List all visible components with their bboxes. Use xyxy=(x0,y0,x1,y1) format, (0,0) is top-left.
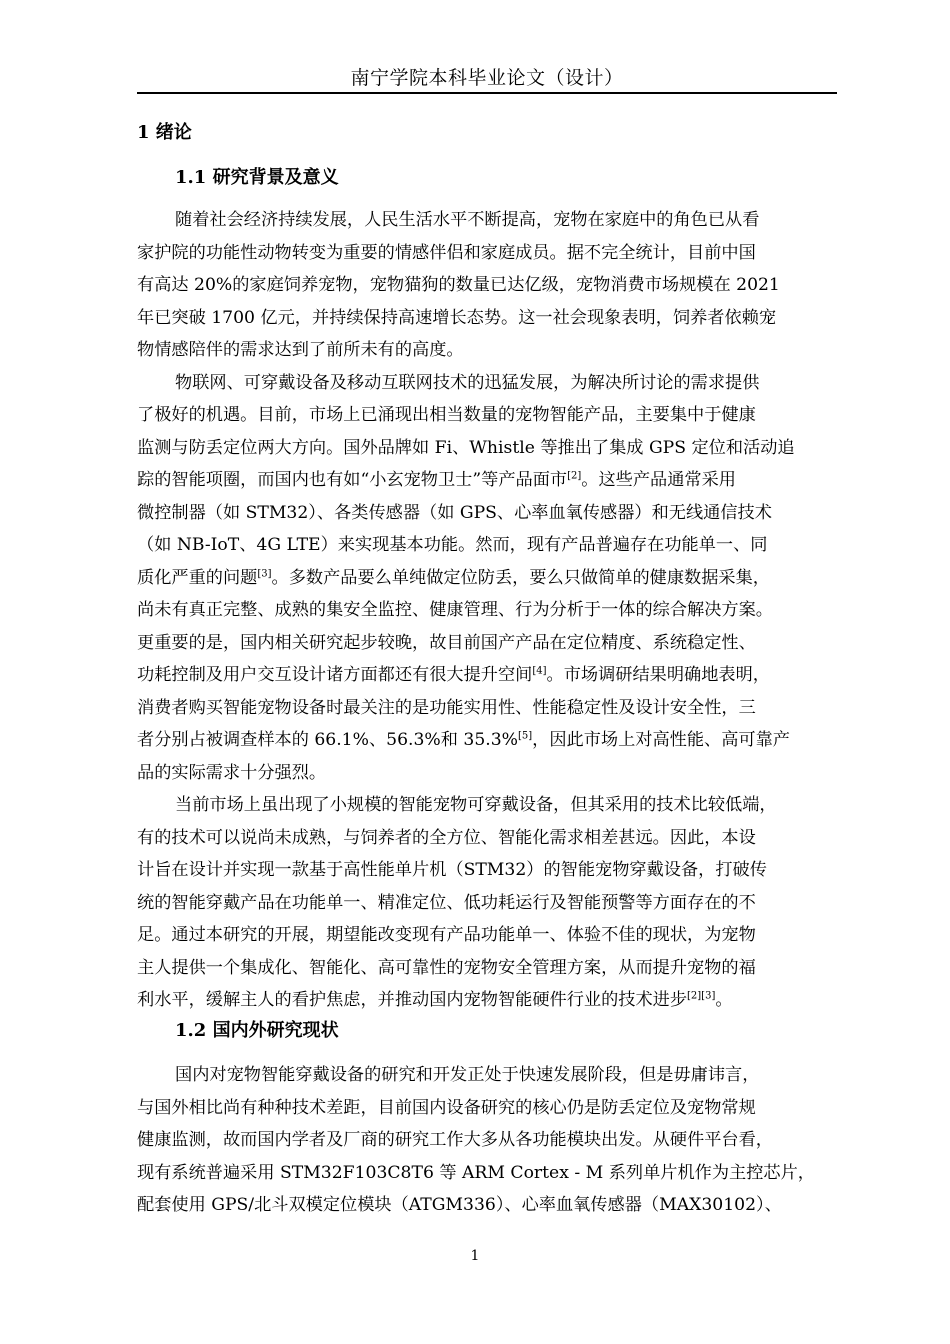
citation-ref: [2][3] xyxy=(687,990,716,1002)
text-run: 物联网、可穿戴设备及移动互联网技术的迅猛发展，为解决所讨论的需求提供 xyxy=(175,372,760,393)
text-run: 与国外相比尚有种种技术差距，目前国内设备研究的核心仍是防丢定位及宠物常规 xyxy=(137,1097,756,1118)
text-run: ，因此市场上对高性能、高可靠产 xyxy=(532,730,790,750)
page-header: 南宁学院本科毕业论文（设计） xyxy=(350,67,624,89)
text-line xyxy=(137,269,837,302)
text-run: 消费者购买智能宠物设备时最关注的是功能实用性、性能稳定性及设计安全性，三 xyxy=(137,697,756,718)
text-line xyxy=(137,952,837,985)
text-line xyxy=(137,1124,837,1157)
text-line xyxy=(137,627,837,660)
text-run: 家护院的功能性动物转变为重要的情感伴侣和家庭成员。据不完全统计，目前中国 xyxy=(137,242,756,263)
text-run: 有高达 20%的家庭饲养宠物，宠物猫狗的数量已达亿级，宠物消费市场规模在 2021 xyxy=(137,275,780,295)
text-line xyxy=(137,1189,837,1222)
text-line xyxy=(137,1092,837,1125)
chapter-title: 1 绪论 xyxy=(137,122,192,143)
text-run: 足。通过本研究的开展，期望能改变现有产品功能单一、体验不佳的现状，为宠物 xyxy=(137,925,756,945)
text-run: 。市场调研结果明确地表明， xyxy=(546,665,770,685)
text-line xyxy=(137,692,837,725)
text-line xyxy=(137,302,837,335)
text-run: 当前市场上虽出现了小规模的智能宠物可穿戴设备，但其采用的技术比较低端， xyxy=(175,795,777,815)
text-run: 了极好的机遇。目前，市场上已涌现出相当数量的宠物智能产品，主要集中于健康 xyxy=(137,405,756,425)
section-title-1-2: 1.2 国内外研究现状 xyxy=(175,1020,339,1041)
text-run: 踪的智能项圈，而国内也有如“小玄宠物卫士”等产品面市 xyxy=(137,470,568,490)
text-line xyxy=(137,432,837,465)
text-line xyxy=(137,724,837,757)
text-run: 年已突破 1700 亿元，并持续保持高速增长态势。这一社会现象表明，饲养者依赖宠 xyxy=(137,307,777,328)
text-line xyxy=(137,919,837,952)
text-line xyxy=(137,204,837,237)
text-line xyxy=(137,659,837,692)
text-line xyxy=(137,1157,837,1190)
text-run: 质化严重的问题 xyxy=(137,567,258,588)
text-run: 者分别占被调查样本的 66.1%、56.3%和 35.3% xyxy=(137,730,518,750)
header-rule xyxy=(137,92,837,94)
text-run: 更重要的是，国内相关研究起步较晚，故目前国产产品在定位精度、系统稳定性、 xyxy=(137,632,756,653)
text-run: 现有系统普遍采用 STM32F103C8T6 等 ARM Cortex - M 系列单片机作为主控芯片， xyxy=(137,1162,815,1183)
section-body-1-1 xyxy=(137,204,837,1017)
text-run: 健康监测，故而国内学者及厂商的研究工作大多从各功能模块出发。从硬件平台看， xyxy=(137,1130,773,1150)
text-line xyxy=(137,1059,837,1092)
text-line xyxy=(137,529,837,562)
text-run: 。 xyxy=(715,990,733,1010)
text-run: 计旨在设计并实现一款基于高性能单片机（STM32）的智能宠物穿戴设备，打破传 xyxy=(137,860,767,880)
text-line xyxy=(137,334,837,367)
section-title-1-1: 1.1 研究背景及意义 xyxy=(175,167,339,188)
text-run: 功耗控制及用户交互设计诸方面都还有很大提升空间 xyxy=(137,665,533,685)
text-line xyxy=(137,237,837,270)
citation-ref: [5] xyxy=(517,730,533,742)
text-run: 主人提供一个集成化、智能化、高可靠性的宠物安全管理方案，从而提升宠物的福 xyxy=(137,957,756,978)
text-line xyxy=(137,822,837,855)
citation-ref: [4] xyxy=(532,665,547,677)
text-line xyxy=(137,562,837,595)
text-line xyxy=(137,497,837,530)
citation-ref: [2] xyxy=(567,470,582,482)
text-run: 品的实际需求十分强烈。 xyxy=(137,762,327,783)
text-line xyxy=(137,367,837,400)
text-run: 。多数产品要么单纯做定位防丢，要么只做简单的健康数据采集， xyxy=(271,567,770,588)
text-line xyxy=(137,854,837,887)
text-line xyxy=(137,887,837,920)
text-line xyxy=(137,984,837,1017)
section-body-1-2 xyxy=(137,1059,837,1222)
text-run: 监测与防丢定位两大方向。国外品牌如 Fi、Whistle 等推出了集成 GPS 定位和活动追 xyxy=(137,437,795,458)
text-line xyxy=(137,399,837,432)
text-line xyxy=(137,594,837,627)
text-line xyxy=(137,464,837,497)
text-run: 随着社会经济持续发展，人民生活水平不断提高，宠物在家庭中的角色已从看 xyxy=(175,210,760,230)
text-run: 统的智能穿戴产品在功能单一、精准定位、低功耗运行及智能预警等方面存在的不 xyxy=(137,892,756,913)
text-run: 配套使用 GPS/北斗双模定位模块（ATGM336）、心率血氧传感器（MAX30102）、 xyxy=(137,1195,782,1215)
text-run: 微控制器（如 STM32）、各类传感器（如 GPS、心率血氧传感器）和无线通信技术 xyxy=(137,502,772,523)
text-run: 有的技术可以说尚未成熟，与饲养者的全方位、智能化需求相差甚远。因此，本设 xyxy=(137,827,756,848)
text-run: 利水平，缓解主人的看护焦虑，并推动国内宠物智能硬件行业的技术进步 xyxy=(137,990,688,1010)
text-run: 国内对宠物智能穿戴设备的研究和开发正处于快速发展阶段，但是毋庸讳言， xyxy=(175,1065,760,1085)
text-line xyxy=(137,789,837,822)
text-run: 尚未有真正完整、成熟的集安全监控、健康管理、行为分析于一体的综合解决方案。 xyxy=(137,600,773,620)
text-run: 物情感陪伴的需求达到了前所未有的高度。 xyxy=(137,340,464,360)
citation-ref: [3] xyxy=(257,567,272,579)
text-run: （如 NB-IoT、4G LTE）来实现基本功能。然而，现有产品普遍存在功能单一、同 xyxy=(137,535,768,555)
text-run: 。这些产品通常采用 xyxy=(581,470,736,490)
page-number: 1 xyxy=(470,1248,480,1264)
text-line xyxy=(137,757,837,790)
